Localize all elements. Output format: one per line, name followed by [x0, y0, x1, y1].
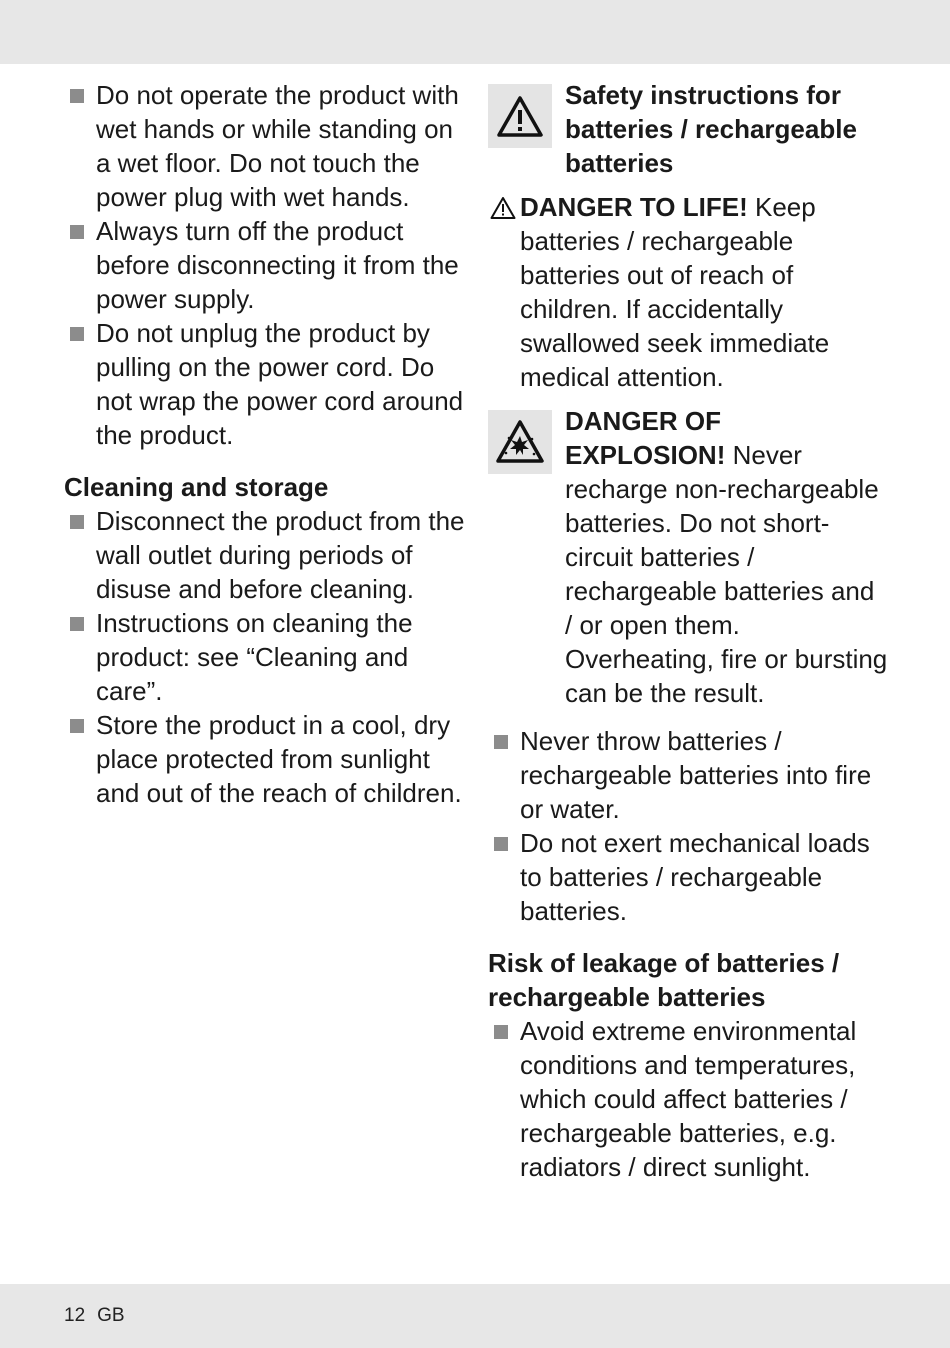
list-item: Instructions on cleaning the product: see “Cleaning and care”. — [64, 606, 469, 708]
square-bullet-icon — [70, 89, 84, 103]
list-item: Store the product in a cool, dry place protected from sunlight and out of the reach of children. — [64, 708, 469, 810]
square-bullet-icon — [70, 617, 84, 631]
explosion-label: DANGER OF EXPLOSION! — [565, 406, 726, 470]
danger-to-life-notice — [488, 190, 888, 394]
list-item: Do not unplug the product by pulling on the power cord. Do not wrap the power cord around the product. — [64, 316, 469, 452]
footer-bar — [0, 1284, 950, 1348]
page-number: 12 — [64, 1305, 86, 1326]
explosion-hazard-icon — [488, 410, 552, 474]
square-bullet-icon — [494, 735, 508, 749]
cleaning-heading: Cleaning and storage — [64, 472, 329, 502]
leakage-heading: Risk of leakage of batteries / rechargeable batteries — [488, 948, 840, 1012]
cleaning-bullet-list — [64, 504, 469, 810]
danger-to-life-label: DANGER TO LIFE! — [520, 192, 748, 222]
warning-triangle-icon — [490, 196, 516, 220]
right-column — [488, 78, 888, 1184]
square-bullet-icon — [70, 225, 84, 239]
danger-to-life-text: Keep batteries / rechargeable batteries out of reach of children. If accidentally swallowed seek immediate medical attention. — [520, 192, 830, 392]
square-bullet-icon — [494, 1025, 508, 1039]
list-item: Disconnect the product from the wall outlet during periods of disuse and before cleaning. — [64, 504, 469, 606]
page-footer — [64, 1305, 125, 1327]
left-column — [64, 78, 469, 810]
header-bar — [0, 0, 950, 64]
list-item: Never throw batteries / rechargeable batteries into fire or water. — [488, 724, 888, 826]
language-code: GB — [97, 1305, 125, 1326]
list-item: Always turn off the product before disconnecting it from the power supply. — [64, 214, 469, 316]
battery-bullet-list — [488, 724, 888, 928]
explosion-notice — [488, 404, 888, 710]
leakage-bullet-list — [488, 1014, 888, 1184]
square-bullet-icon — [70, 719, 84, 733]
list-item: Do not operate the product with wet hands or while standing on a wet floor. Do not touch the power plug with wet hands. — [64, 78, 469, 214]
warning-triangle-icon — [488, 84, 552, 148]
list-item: Do not exert mechanical loads to batteries / rechargeable batteries. — [488, 826, 888, 928]
square-bullet-icon — [70, 327, 84, 341]
list-item: Avoid extreme environmental conditions and temperatures, which could affect batteries / rechargeable batteries, e.g. radiators / direct sunlight. — [488, 1014, 888, 1184]
square-bullet-icon — [494, 837, 508, 851]
safety-bullet-list — [64, 78, 469, 452]
safety-title-block — [488, 78, 888, 180]
square-bullet-icon — [70, 515, 84, 529]
safety-title: Safety instructions for batteries / rechargeable batteries — [565, 80, 857, 178]
explosion-text: Never recharge non-rechargeable batteries. Do not short-circuit batteries / rechargeable batteries and / or open them. Overheating, fire or bursting can be the result. — [565, 440, 888, 708]
